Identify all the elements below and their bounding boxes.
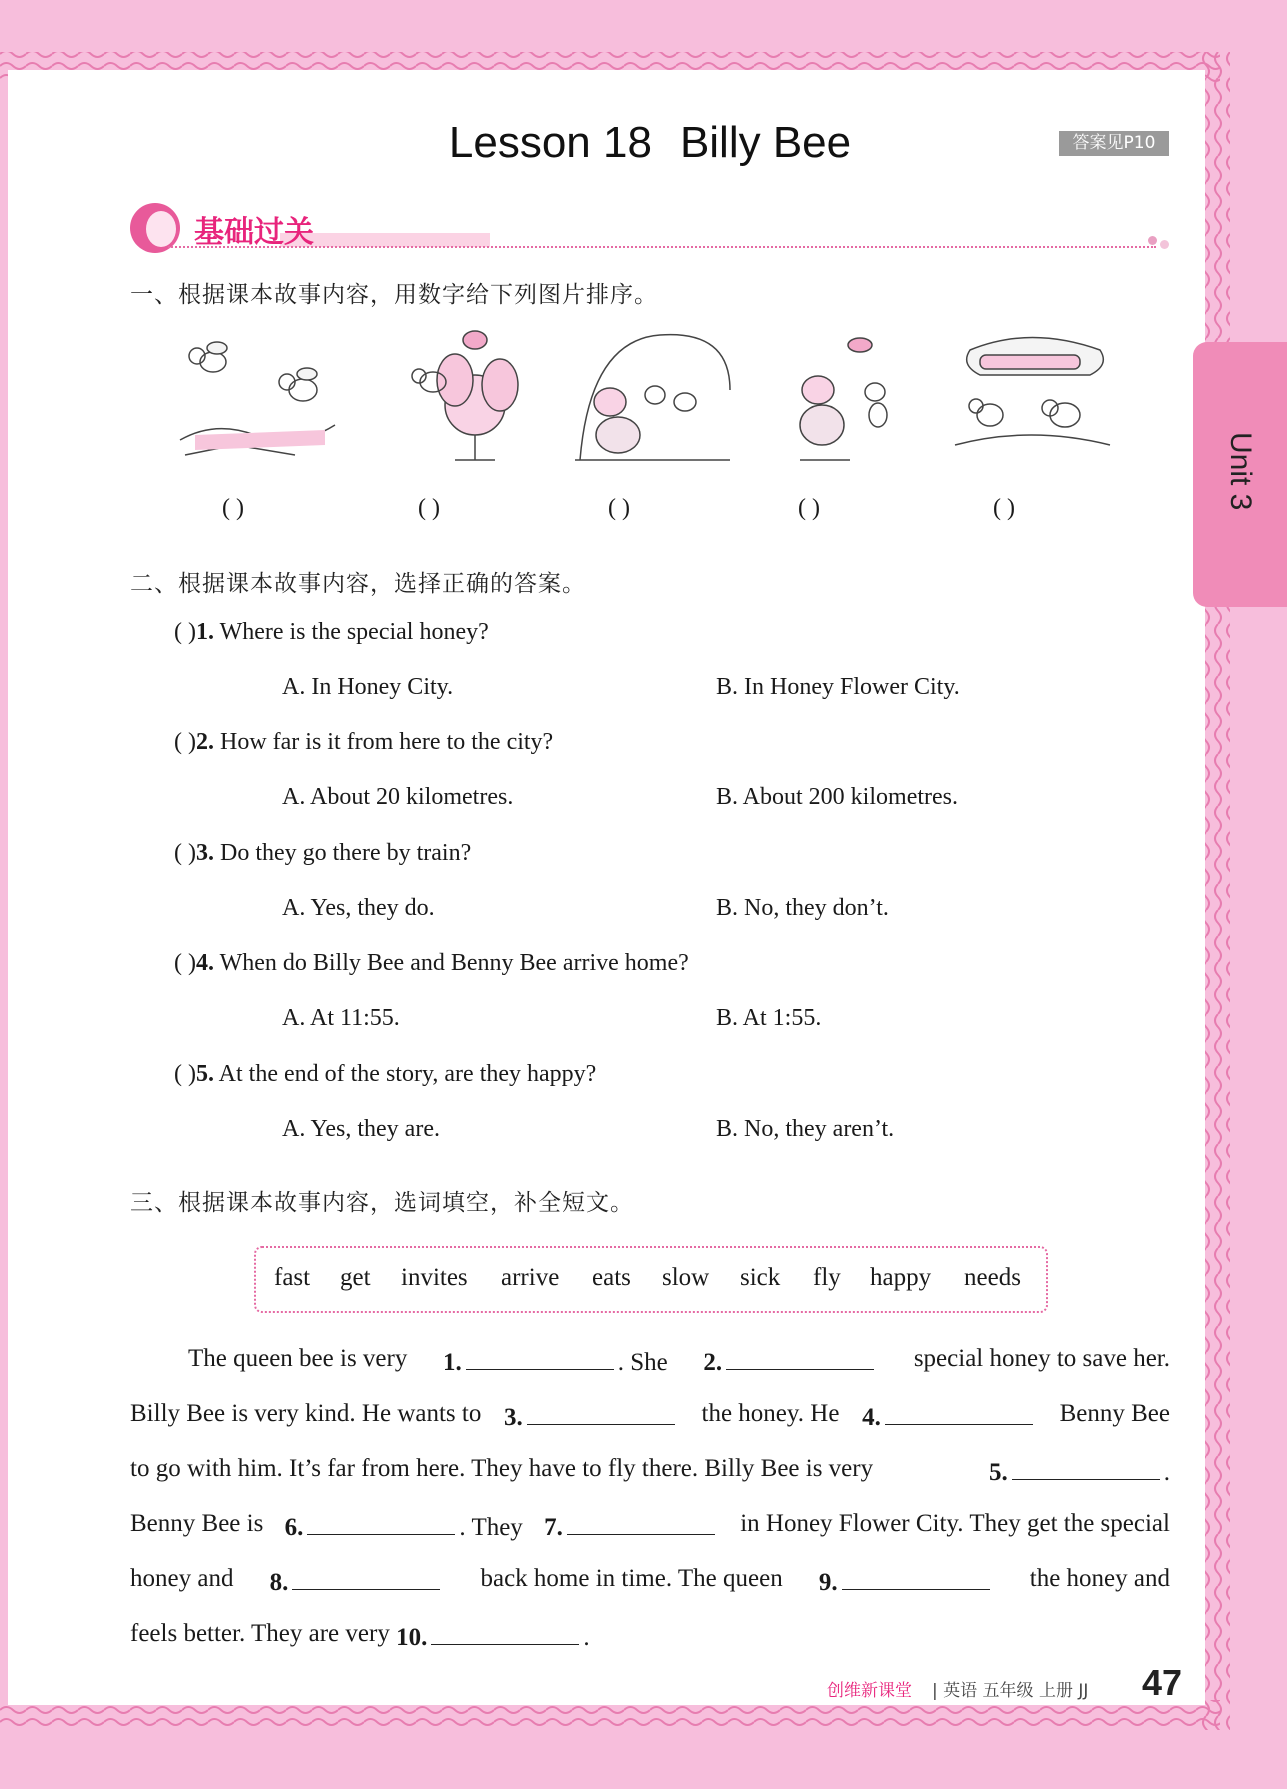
answer-blank-4[interactable]: ( )	[174, 950, 196, 976]
lesson-number: Lesson 18	[448, 118, 652, 167]
word-bank-item: happy	[870, 1264, 932, 1291]
order-blank-5[interactable]: ( )	[993, 495, 1015, 521]
section-label: 基础过关	[194, 215, 314, 250]
fill-blank-2[interactable]	[726, 1345, 874, 1370]
fill-blank-10[interactable]	[431, 1620, 579, 1645]
story-picture-5	[950, 330, 1115, 465]
option-1b: B. In Honey Flower City.	[716, 674, 960, 700]
word-bank-item: arrive	[501, 1264, 560, 1291]
option-2b: B. About 200 kilometres.	[716, 784, 958, 810]
option-4a: A. At 11:55.	[282, 1005, 400, 1031]
story-picture-1	[175, 330, 340, 465]
word-bank-item: eats	[592, 1264, 631, 1291]
word-bank-item: get	[340, 1264, 371, 1291]
option-5a: A. Yes, they are.	[282, 1116, 440, 1142]
fill-blank-8[interactable]	[292, 1565, 440, 1590]
part1-instruction: 一、根据课本故事内容，用数字给下列图片排序。	[130, 282, 658, 308]
question-2: ( )2. How far is it from here to the city?	[174, 729, 554, 755]
passage-line-5: honey and 8. back home in time. The queen 9. the honey and	[130, 1565, 1170, 1596]
passage-line-3: to go with him. It’s far from here. They have to fly there. Billy Bee is very 5. .	[130, 1455, 1170, 1486]
order-blank-3[interactable]: ( )	[608, 495, 630, 521]
word-bank-item: fly	[813, 1264, 841, 1291]
page-number: 47	[1142, 1662, 1183, 1703]
question-3: ( )3. Do they go there by train?	[174, 840, 472, 866]
option-4b: B. At 1:55.	[716, 1005, 822, 1031]
answer-blank-2[interactable]: ( )	[174, 729, 196, 755]
passage-line-6: feels better. They are very 10. .	[130, 1620, 590, 1651]
answer-blank-1[interactable]: ( )	[174, 619, 196, 645]
option-3a: A. Yes, they do.	[282, 895, 435, 921]
option-5b: B. No, they aren’t.	[716, 1116, 895, 1142]
section-divider	[168, 246, 1156, 248]
unit-tab	[1193, 342, 1287, 607]
story-picture-2	[395, 330, 560, 465]
question-4: ( )4. When do Billy Bee and Benny Bee arrive home?	[174, 950, 689, 976]
fill-blank-6[interactable]	[307, 1510, 455, 1535]
story-picture-4	[760, 330, 925, 465]
answer-blank-3[interactable]: ( )	[174, 840, 196, 866]
passage-line-1: The queen bee is very 1. . She 2. special honey to save her.	[188, 1345, 1170, 1376]
footer-brand: 创维新课堂	[827, 1681, 912, 1701]
fill-blank-5[interactable]	[1012, 1455, 1160, 1480]
unit-tab-label: Unit 3	[1224, 432, 1257, 511]
word-bank-item: sick	[740, 1264, 781, 1291]
word-bank-item: slow	[662, 1264, 710, 1291]
fill-blank-7[interactable]	[567, 1510, 715, 1535]
fill-blank-1[interactable]	[466, 1345, 614, 1370]
answer-reference-badge: 答案见P10	[1059, 131, 1169, 156]
order-blank-4[interactable]: ( )	[798, 495, 820, 521]
fill-blank-4[interactable]	[885, 1400, 1033, 1425]
fill-blank-3[interactable]	[527, 1400, 675, 1425]
passage-line-2: Billy Bee is very kind. He wants to 3. the honey. He 4. Benny Bee	[130, 1400, 1170, 1431]
word-bank-item: fast	[274, 1264, 311, 1291]
lesson-name: Billy Bee	[679, 118, 852, 167]
option-3b: B. No, they don’t.	[716, 895, 889, 921]
question-5: ( )5. At the end of the story, are they happy?	[174, 1061, 597, 1087]
passage-line-4: Benny Bee is 6. . They 7. in Honey Flower City. They get the special	[130, 1510, 1170, 1541]
footer-meta: | 英语 五年级 上册 JJ	[932, 1681, 1089, 1701]
order-blank-1[interactable]: ( )	[222, 495, 244, 521]
order-blank-2[interactable]: ( )	[418, 495, 440, 521]
option-2a: A. About 20 kilometres.	[282, 784, 514, 810]
part3-instruction: 三、根据课本故事内容，选词填空，补全短文。	[130, 1190, 634, 1216]
word-bank-item: invites	[401, 1264, 468, 1291]
option-1a: A. In Honey City.	[282, 674, 454, 700]
question-1: ( )1. Where is the special honey?	[174, 619, 489, 645]
answer-blank-5[interactable]: ( )	[174, 1061, 196, 1087]
fill-blank-9[interactable]	[842, 1565, 990, 1590]
word-bank-item: needs	[964, 1264, 1021, 1291]
part2-instruction: 二、根据课本故事内容，选择正确的答案。	[130, 571, 586, 597]
story-picture-3	[570, 330, 735, 465]
